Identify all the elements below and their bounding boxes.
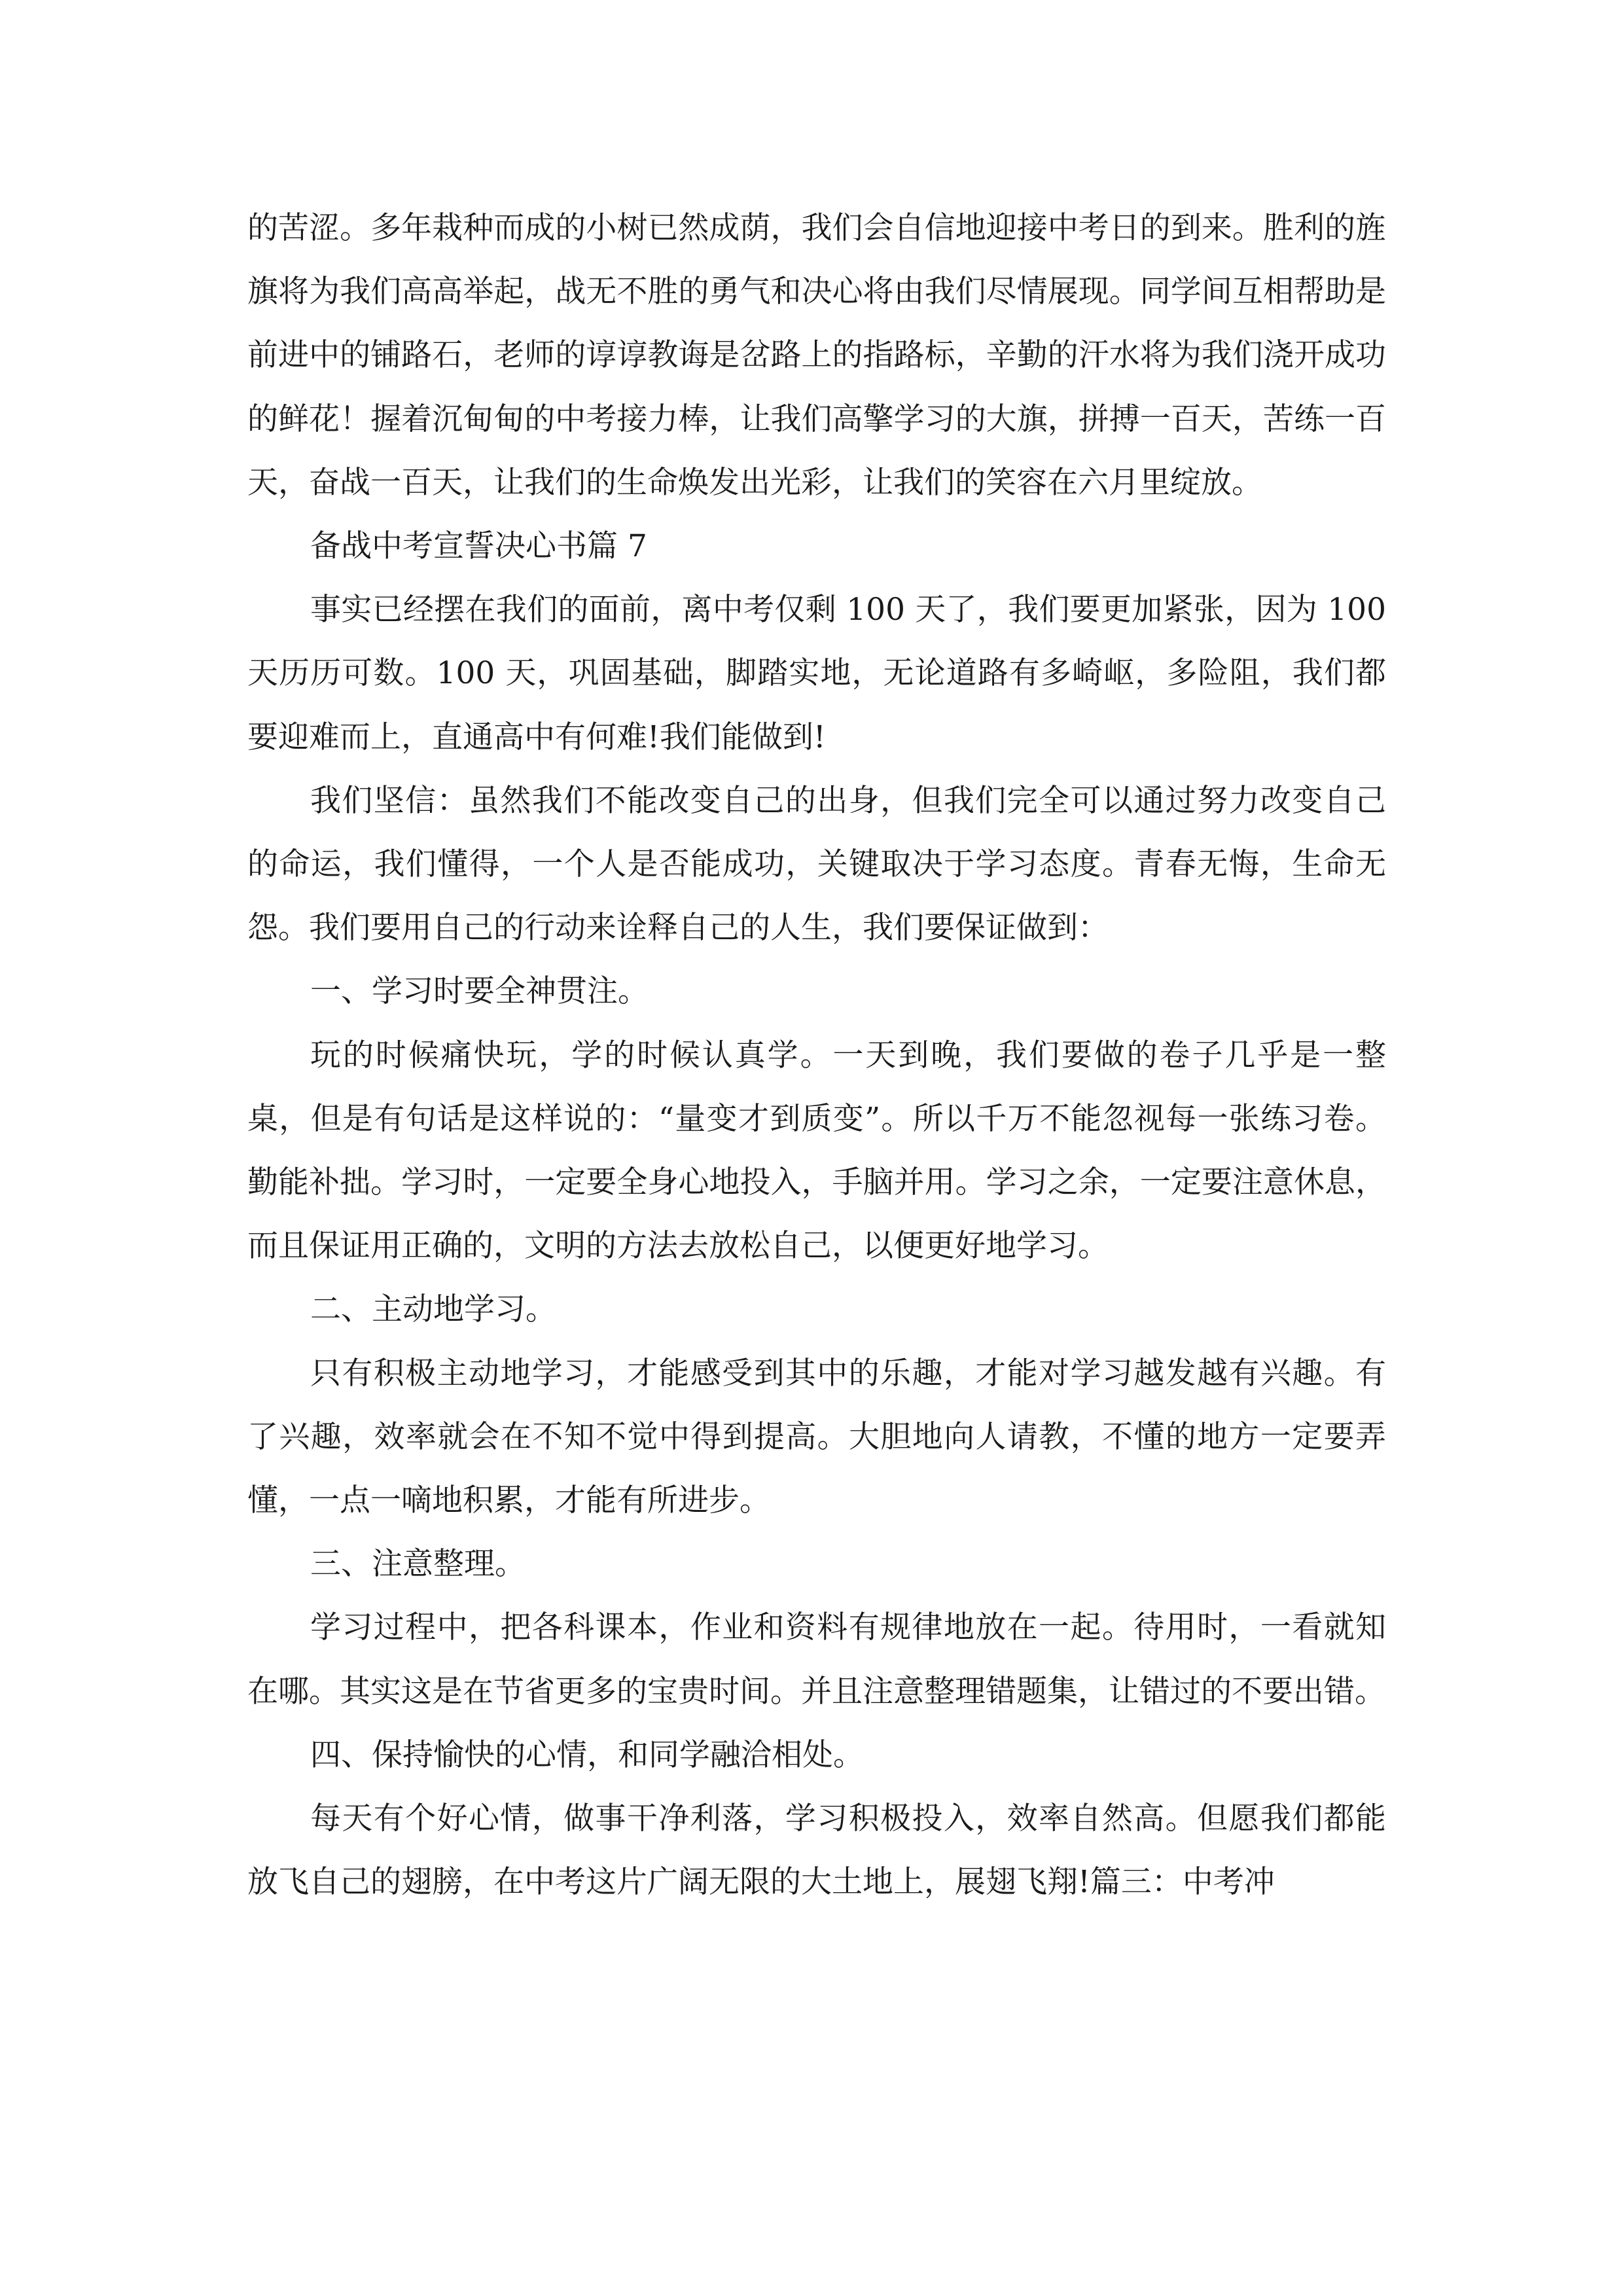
list-heading-2: 二、主动地学习。: [310, 1291, 556, 1328]
paragraph: 玩的时候痛快玩，学的时候认真学。一天到晚，我们要做的卷子几乎是一整桌，但是有句话是这样说的：“量变才到质变”。所以千万不能忽视每一张练习卷。勤能补拙。学习时，一定要全身心地投入，手脑并用。学习之余，一定要注意休息，而且保证用正确的，文明的方法去放松自己，以便更好地学习。: [247, 1037, 1386, 1265]
paragraph: 只有积极主动地学习，才能感受到其中的乐趣，才能对学习越发越有兴趣。有了兴趣，效率就会在不知不觉中得到提高。大胆地向人请教，不懂的地方一定要弄懂，一点一嘀地积累，才能有所进步。: [247, 1355, 1386, 1519]
paragraph: 我们坚信：虽然我们不能改变自己的出身，但我们完全可以通过努力改变自己的命运，我们懂得，一个人是否能成功，关键取决于学习态度。青春无悔，生命无怨。我们要用自己的行动来诠释自己的人生，我们要保证做到：: [247, 782, 1386, 946]
list-heading-4: 四、保持愉快的心情，和同学融洽相处。: [310, 1736, 864, 1773]
paragraph: 事实已经摆在我们的面前，离中考仅剩 100 天了，我们要更加紧张，因为 100 天历历可数。100 天，巩固基础，脚踏实地，无论道路有多崎岖，多险阻，我们都要迎难而上，直通高中有何难!我们能做到!: [247, 592, 1386, 755]
list-heading-3: 三、注意整理。: [310, 1546, 526, 1583]
list-heading-1: 一、学习时要全神贯注。: [310, 973, 649, 1010]
paragraph-continuation: 的苦涩。多年栽种而成的小树已然成荫，我们会自信地迎接中考日的到来。胜利的旌旗将为我们高高举起，战无不胜的勇气和决心将由我们尽情展现。同学间互相帮助是前进中的铺路石，老师的谆谆教诲是岔路上的指路标，辛勤的汗水将为我们浇开成功的鲜花！握着沉甸甸的中考接力棒，让我们高擎学习的大旗，拼搏一百天，苦练一百天，奋战一百天，让我们的生命焕发出光彩，让我们的笑容在六月里绽放。: [247, 210, 1386, 501]
document-body: [247, 196, 1386, 1914]
paragraph: 每天有个好心情，做事干净利落，学习积极投入，效率自然高。但愿我们都能放飞自己的翅膀，在中考这片广阔无限的大土地上，展翅飞翔!篇三：中考冲: [247, 1801, 1386, 1901]
section-heading-7: 备战中考宣誓决心书篇 7: [310, 528, 647, 565]
paragraph: 学习过程中，把各科课本，作业和资料有规律地放在一起。待用时，一看就知在哪。其实这是在节省更多的宝贵时间。并且注意整理错题集，让错过的不要出错。: [247, 1609, 1386, 1710]
